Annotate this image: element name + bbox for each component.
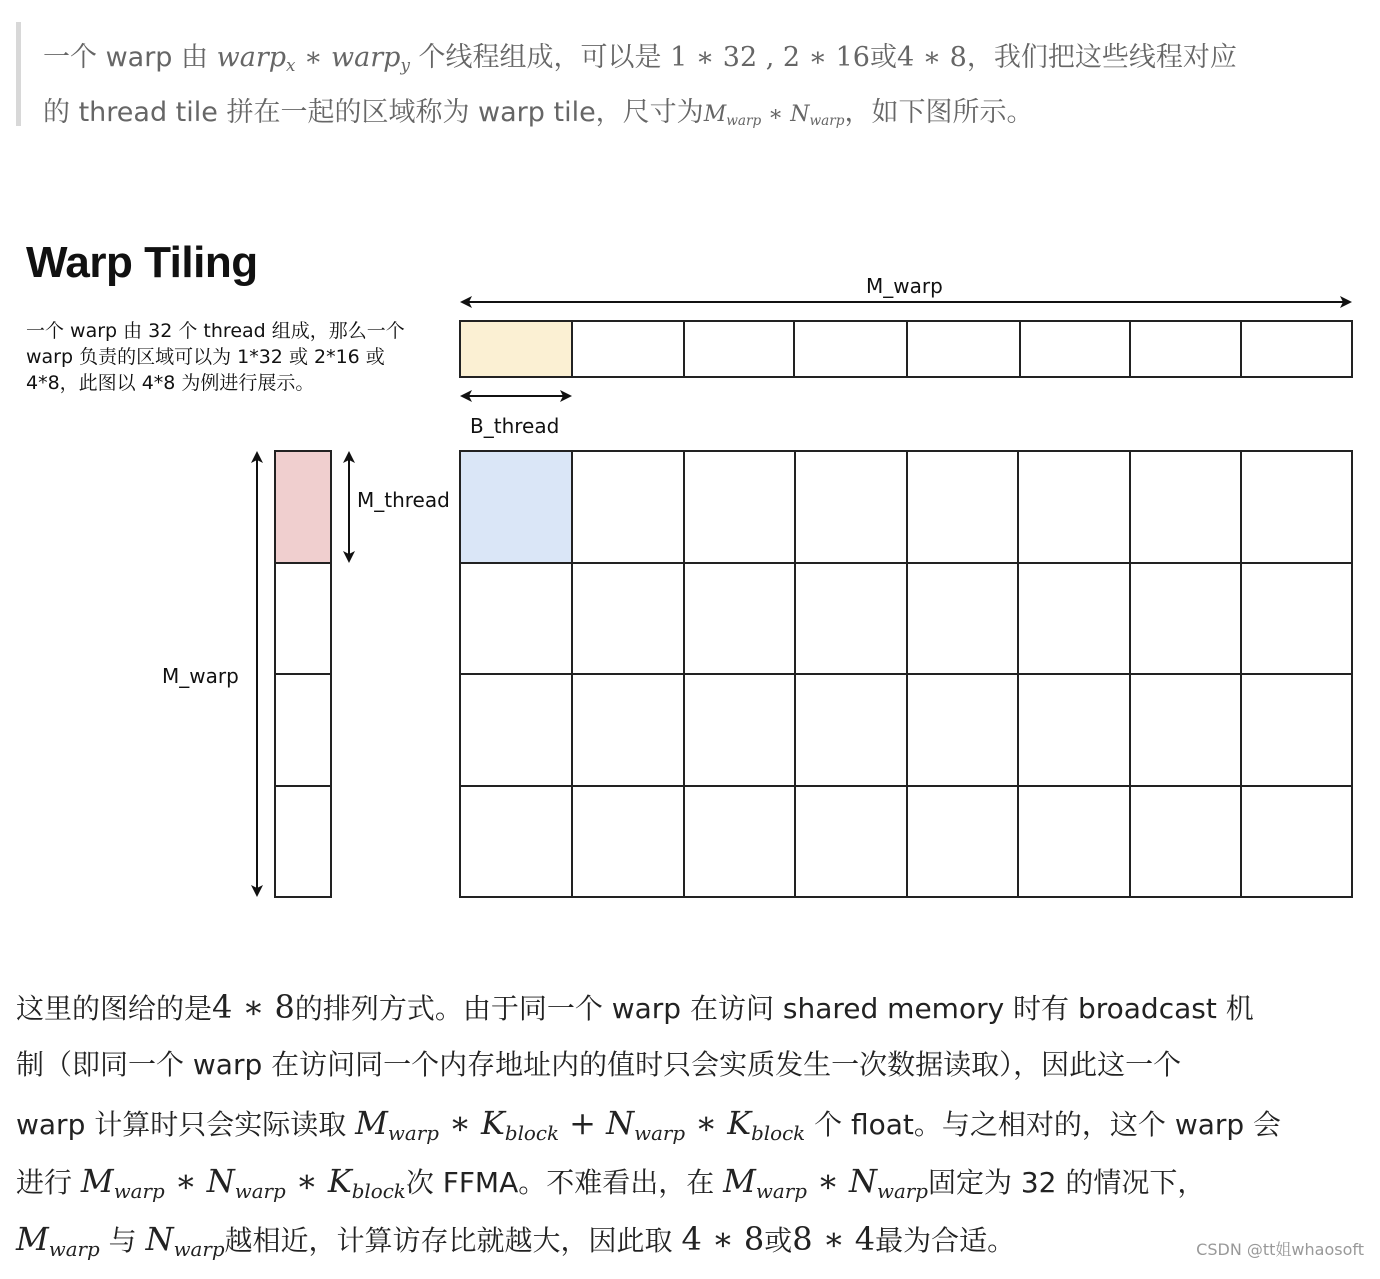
math-term: 4 ∗ 8 <box>212 988 295 1026</box>
figure-note: 一个 warp 由 32 个 thread 组成，那么一个 warp 负责的区域可以为 1*32 或 2*16 或 4*8，此图以 4*8 为例进行展示。 <box>26 320 405 394</box>
body-text: 最为合适。 <box>875 1224 1016 1257</box>
math-term: 4 ∗ 8 <box>896 42 967 73</box>
math-expression: $M_{warp}$ ∗ $K_{block} + N_{warp}$ ∗ $K_{block}$ <box>355 1104 806 1145</box>
body-text: 进行 <box>16 1166 73 1199</box>
quote-text: 的 thread tile 拼在一起的区域称为 warp tile，尺寸为 <box>43 97 704 129</box>
label-m-warp-left: M_warp <box>162 664 239 688</box>
quote-text: ，我们把这些线程对应 <box>966 42 1237 73</box>
body-text: 与 <box>108 1224 137 1257</box>
math-term: 4 ∗ 8 <box>681 1220 765 1258</box>
body-line-2: 制（即同一个 warp 在访问同一个内存地址内的值时只会实质发生一次数据读取），因此这一个 <box>16 1048 1182 1081</box>
body-text: 次 FFMA。不难看出，在 <box>405 1166 715 1199</box>
body-text: 固定为 32 的情况下， <box>927 1166 1206 1199</box>
m-thread-cell <box>275 563 331 674</box>
math-expression: $M_{warp}$ ∗ $N_{warp}$ ∗ $K_{block}$ <box>80 1162 406 1203</box>
body-text: 越相近，计算访存比就越大，因此取 <box>224 1224 673 1257</box>
body-text: 这里的图给的是 <box>16 992 213 1025</box>
math-term: warp$_x$ <box>216 42 296 76</box>
quote-block <box>16 22 1366 130</box>
b-thread-cell <box>1020 321 1130 377</box>
body-text: 的排列方式。由于同一个 warp 在访问 shared memory 时有 broadcast 机 <box>294 992 1254 1025</box>
math-term: 1 ∗ 32 , 2 ∗ 16 <box>670 42 870 73</box>
b-thread-cell <box>1241 321 1352 377</box>
body-paragraph <box>16 978 1368 1268</box>
b-thread-cell <box>572 321 684 377</box>
body-text: 个 float。与之相对的，这个 warp 会 <box>814 1108 1282 1141</box>
math-expression: $M_{warp}$ ∗ $N_{warp}$ <box>723 1162 928 1203</box>
math-operator: ∗ <box>761 102 791 128</box>
body-text: 或 <box>764 1224 793 1257</box>
quote-text: 个线程组成，可以是 <box>418 42 662 73</box>
math-term: warp$_y$ <box>331 42 410 76</box>
quote-line-1 <box>43 34 1366 89</box>
quote-text: 一个 warp 由 <box>43 42 209 73</box>
label-m-thread: M_thread <box>357 488 450 512</box>
body-line-5 <box>16 1210 1368 1268</box>
m-thread-cell-highlight <box>275 451 331 563</box>
m-thread-column <box>275 451 331 897</box>
diagram-svg <box>0 230 1380 910</box>
b-thread-row <box>460 321 1352 377</box>
body-text: warp 计算时只会实际读取 <box>16 1108 347 1141</box>
math-term: $N_{warp}$ <box>790 102 845 130</box>
watermark: CSDN @tt姐whaosoft <box>1196 1240 1364 1259</box>
warp-tile-grid <box>460 451 1352 897</box>
b-thread-cell-highlight <box>460 321 572 377</box>
warp-tiling-figure <box>0 230 1380 910</box>
math-term: $M_{warp}$ <box>703 102 762 130</box>
m-thread-cell <box>275 674 331 786</box>
math-term: 8 ∗ 4 <box>792 1220 876 1258</box>
quote-line-2 <box>43 89 1366 145</box>
m-thread-cell <box>275 786 331 897</box>
b-thread-cell <box>684 321 794 377</box>
quote-text: ，如下图所示。 <box>844 97 1034 129</box>
grid-cell-highlight <box>460 451 572 563</box>
math-term: $M_{warp}$ <box>16 1220 100 1261</box>
b-thread-cell <box>794 321 907 377</box>
label-m-warp-top: M_warp <box>866 274 943 298</box>
math-operator: ∗ <box>295 42 332 73</box>
body-line-3 <box>16 1094 1368 1152</box>
label-b-thread: B_thread <box>470 414 560 438</box>
body-line-4 <box>16 1152 1368 1210</box>
quote-text: 或 <box>869 42 897 73</box>
math-term: $N_{warp}$ <box>145 1220 225 1261</box>
b-thread-cell <box>907 321 1020 377</box>
body-line-1 <box>16 978 1368 1036</box>
b-thread-cell <box>1130 321 1241 377</box>
figure-title: Warp Tiling <box>26 238 258 287</box>
